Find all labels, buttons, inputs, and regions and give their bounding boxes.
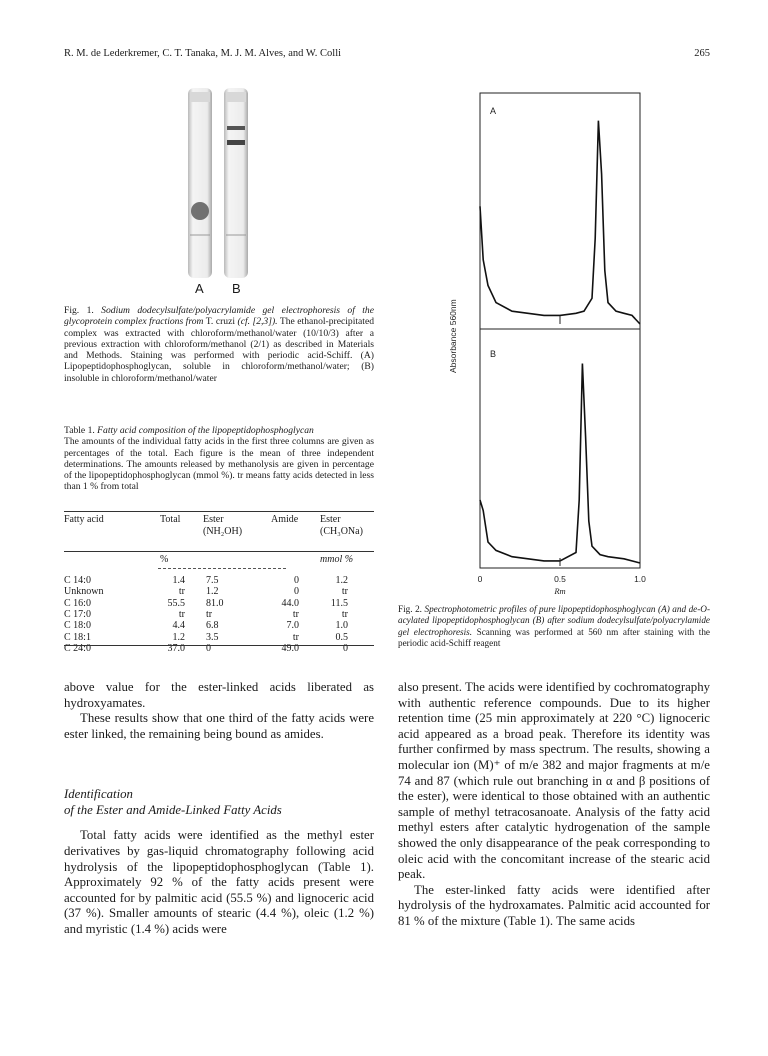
total-cell: tr (178, 608, 185, 620)
table1-bottom-rule (64, 645, 374, 646)
fatty-acid-cell: C 18:1 (64, 631, 91, 643)
fig1-organism: T. cruzi (205, 316, 235, 328)
amide-cell: 44.0 (281, 597, 299, 609)
col2-paragraph-2: The ester-linked fatty acids were identified after hydrolysis of the hydroxamates. Palmitic acid accounted for 81 % of the mixture (Table 1). The same acids (398, 882, 710, 928)
panel-a-series-line (480, 121, 640, 324)
fatty-acid-cell: C 17:0 (64, 608, 91, 620)
fig1-text: The ethanol-precipitated complex was extracted with chloroform/methanol/water (10/10/3) after a previous extraction with chloroform/methanol (2/1) as described in Materials and Methods. Staining was performed with periodic acid-Schiff. (A) Lipopeptidophosphoglycan, soluble in chloroform/methanol/water; (B) insoluble in chloroform/methanol/water (64, 316, 375, 384)
th-ester2-sub: (CH₃ONa) (320, 526, 363, 537)
gel-band-b1 (227, 126, 245, 130)
fig2-text: Scanning was performed at 560 nm after staining with the periodic acid-Schiff reagent (398, 626, 711, 648)
section-heading (64, 786, 374, 818)
table1-label: Table 1. (64, 425, 95, 436)
section-heading-line2: of the Ester and Amide-Linked Fatty Acids (64, 803, 282, 818)
ester-methanolysis-cell: 11.5 (330, 597, 348, 609)
ester-methanolysis-cell: tr (341, 608, 348, 620)
total-cell: 55.5 (167, 597, 185, 609)
panel-a-label: A (490, 106, 497, 116)
total-cell: 1.2 (172, 631, 185, 643)
running-header (64, 48, 710, 59)
total-cell: 1.4 (172, 575, 185, 586)
x-tick-label: 0.5 (554, 574, 566, 584)
table-row (64, 586, 374, 598)
panel-b-label: B (490, 349, 497, 359)
table-row (64, 575, 374, 587)
body-column-right (398, 680, 710, 930)
table1-top-rule (64, 511, 374, 512)
table-row (64, 632, 374, 644)
col2-paragraph-1: also present. The acids were identified by cochromatography with authentic reference compounds. Due to its higher retention time (25 min approximately at 220 °C) lignoceric acid appeared as a broad peak. Therefore its identity was further confirmed by mass spectrum. The results, showing a molecular ion (M)⁺ of m/e 382 and major fragments at m/e 74 and 87 (which rule out branching in α and β positions of the ester), were identical to those obtained with an authentic sample of methyl tetracosanoate. Analysis of the fatty acid methyl esters after catalytic hydrogenation of the sample showed the only disappearance of the peak corresponding to oleic acid with the concomitant increase of the stearic acid peak. (398, 680, 710, 882)
fig1-caption (64, 305, 374, 384)
ester-cell: 7.5 (206, 575, 219, 586)
units-divider (158, 568, 286, 569)
panel-b-series-line (480, 364, 640, 564)
total-cell: 4.4 (172, 620, 185, 632)
ester-methanolysis-cell: 0 (343, 642, 348, 654)
fig2-title: Spectrophotometric profiles of pure lipopeptidophosphoglycan (A) and de-O-acylated lipopeptidophosphoglycan (B) after sodium dodecylsulfate/polyacrylamide gel electrophoresis. (398, 604, 710, 637)
ester-methanolysis-cell: 0.5 (335, 631, 348, 643)
fatty-acid-cell: C 24:0 (64, 642, 91, 654)
body-column-left (64, 680, 374, 938)
lane-b-label: B (232, 281, 241, 296)
th-total: Total (160, 514, 181, 525)
table1-mid-rule (64, 551, 374, 552)
ester-cell: 6.8 (206, 620, 219, 632)
table1-title: Fatty acid composition of the lipopeptidophosphoglycan (97, 425, 314, 436)
ester-cell: tr (206, 608, 213, 620)
x-tick-label: 1.0 (634, 574, 646, 584)
ester-cell: 0 (206, 642, 211, 654)
col1-paragraph-2: These results show that one third of the fatty acids were ester linked, the remaining being bound as amides. (64, 711, 374, 741)
fig1-label: Fig. 1. (64, 305, 94, 316)
x-tick-label: 0 (477, 574, 483, 584)
table-row (64, 598, 374, 610)
unit-mmol: mmol % (320, 554, 354, 565)
total-cell: 37.0 (167, 642, 185, 654)
amide-cell: 0 (294, 586, 299, 598)
fatty-acid-cell: C 14:0 (64, 575, 91, 586)
ester-methanolysis-cell: tr (341, 586, 348, 598)
fig2-label: Fig. 2. (398, 604, 422, 614)
th-ester-sub: (NH₂OH) (203, 526, 243, 537)
amide-cell: tr (292, 608, 299, 620)
ester-cell: 81.0 (206, 597, 224, 609)
fig2-caption (398, 604, 710, 649)
gel-band-a (191, 202, 209, 220)
unit-percent: % (160, 554, 169, 565)
th-ester: Ester (203, 514, 224, 525)
amide-cell: 49.0 (281, 642, 299, 654)
th-amide: Amide (271, 514, 299, 525)
amide-cell: tr (292, 631, 299, 643)
gel-electrophoresis-image (178, 88, 268, 283)
table1-description: The amounts of the individual fatty acids in the first three columns are given as percentages of the total. Each figure is the mean of three independent determinations. The amounts released by methanolysis are given in percentage of the lipopeptidophosphoglycan (mmol %). tr means fatty acids detected in less than 1 % from total (64, 436, 374, 493)
table-row (64, 609, 374, 621)
fig2-chart (448, 88, 670, 598)
th-ester2: Ester (320, 514, 341, 525)
section-heading-line1: Identification (64, 787, 133, 802)
fatty-acid-cell: C 18:0 (64, 620, 91, 632)
fig1-ref: (cf. [2,3]). (237, 316, 278, 328)
table1-caption (64, 425, 374, 493)
fig1-title: Sodium dodecylsulfate/polyacrylamide gel electrophoresis of the glycoprotein complex fractions from (64, 305, 374, 328)
ester-methanolysis-cell: 1.2 (335, 575, 348, 586)
gel-band-b2 (227, 140, 245, 145)
ester-cell: 3.5 (206, 631, 219, 643)
y-axis-label: Absorbance 560nm (448, 299, 458, 373)
x-axis-label: Rm (554, 586, 566, 596)
header-authors: R. M. de Lederkremer, C. T. Tanaka, M. J. M. Alves, and W. Colli (64, 48, 342, 59)
amide-cell: 0 (294, 575, 299, 586)
lane-a-label: A (195, 281, 204, 296)
th-fatty-acid: Fatty acid (64, 514, 104, 525)
total-cell: tr (178, 586, 185, 598)
gel-tube-a (188, 88, 212, 278)
col1-paragraph-1: above value for the ester-linked acids liberated as hydroxyamates. (64, 680, 374, 710)
amide-cell: 7.0 (286, 620, 299, 632)
chart-frame (480, 93, 640, 568)
gel-tube-b (224, 88, 248, 278)
ester-cell: 1.2 (206, 586, 219, 598)
table-row (64, 620, 374, 632)
ester-methanolysis-cell: 1.0 (335, 620, 348, 632)
fatty-acid-cell: Unknown (64, 586, 104, 598)
fatty-acid-cell: C 16:0 (64, 597, 91, 609)
page-number: 265 (694, 48, 710, 59)
col1-paragraph-3: Total fatty acids were identified as the methyl ester derivatives by gas-liquid chromatography following acid hydrolysis of the lipopeptidophosphoglycan (Table 1). Approximately 92 % of the fatty acids present were accounted for by palmitic acid (55.5 %) and lignoceric acid (37 %). Smaller amounts of stearic (4.4 %), oleic (1.2 %) and myristic (1.4 %) acids were (64, 828, 374, 936)
